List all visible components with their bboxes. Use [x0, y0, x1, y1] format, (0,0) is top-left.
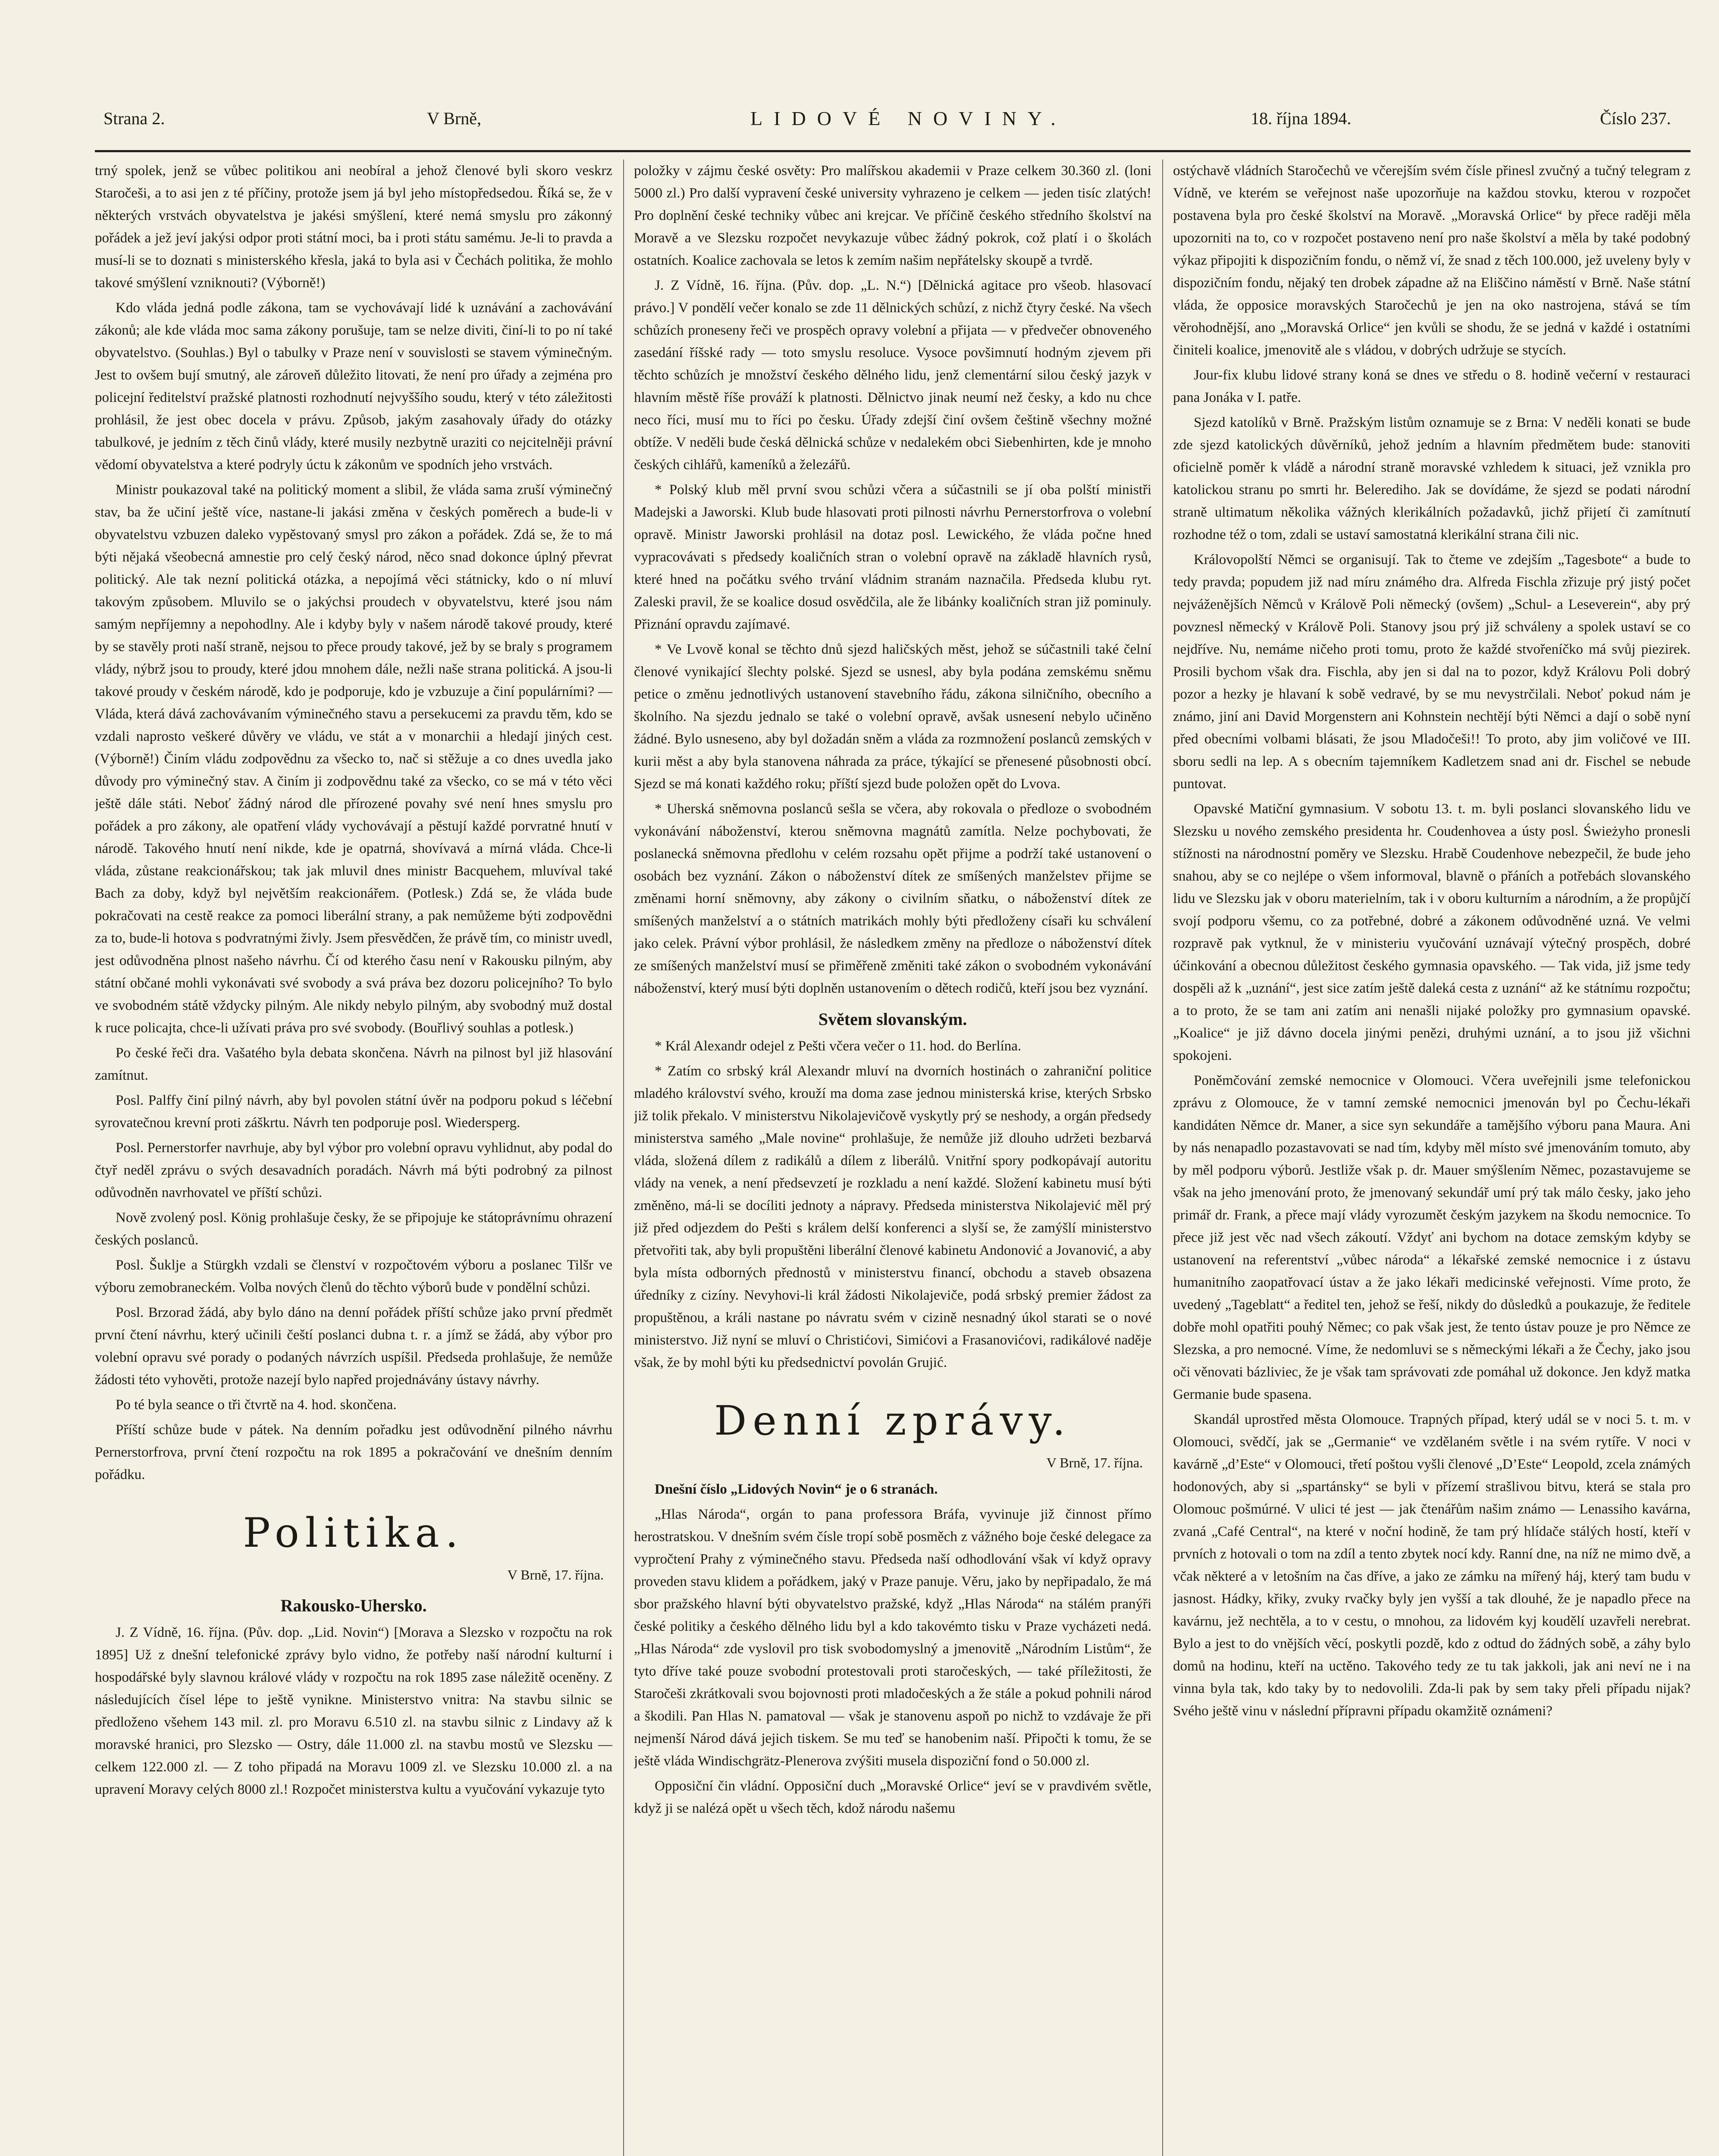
- article-paragraph: Ministr poukazoval také na politický moment a slibil, že vláda sama zruší výminečný stav, ba že učiní ještě více, nastane-li jakási změna v českých poměrech a bude-li v obyvatelstvu vzbuzen daleko vypěstovaný smysl pro zákon a pořádek. Zdá se, že to má býti nějaká všeobecná amnestie pro celý český národ, něco snad dokonce úplný převrat politický. Ale tak nezní politická otázka, a nepojímá věci státnicky, kdo o ní mluví takovým způsobem. Mluvilo se o jakýchsi proudech v obyvatelstvu, které jsou nám samým nepříjemny a nepohodlny. Ale i kdyby byly v našem národě takové proudy, které by se stavěly proti naší straně, nejsou to přece proudy takové, jež by se braly s programem vlády, nýbrž jsou to proudy, které jdou mnohem dále, nežli naše strana politická. A jsou-li takové proudy v českém národě, kdo je podporuje, kdo je vzbuzuje a činí populárními? — Vláda, která dává zachovávaním výminečného stavu a persekucemi za pravdu těm, kdo se vzdali naprosto veškeré důvěry ve vládu, ve stát a v monarchii a hledají jiných cest. (Výborně!) Činím vládu zodpovědnu za všecko to, nač si stěžuje a co dnes uvedla jako důvody pro výminečný stav. A činím ji zodpovědnu také za všecko, co se má v této věci ještě dále státi. Neboť žádný národ dle přírozené povahy své není hnes smyslu pro pořádek a pro zákony, ale opatření vlády vychovávají a pěstují každé porvratné hnutí v národě. Takového hnutí není nikde, kde je opatrná, shovívavá a mírná vláda. Chce-li vláda, zůstane reakcionářskou; tak jak mluvil dnes ministr Bacquehem, mluvíval také Bach za doby, když byl největším reakcionářem. (Potlesk.) Zdá se, že vláda bude pokračovati na cestě reakce za pomoci liberální strany, a pak nemůžeme býti zodpovědni za to, bude-li hotova s podvratnými živly. Jsem přesvědčen, že právě tím, co ministr uvedl, jest odůvodněna plnost našeho návrhu. Čí od kterého času není v Rakousku pilným, aby státní občané mohli vykonávati své svobody a svá práva bez dozoru policejního? To bylo ve svobodném státě vždycky pilným. Ale nikdy nebylo pilným, aby svobodný muž dostal k ruce policajta, chce-li užívati práva pro své svobody. (Bouřlivý souhlas a potlesk.): [95, 482, 612, 1036]
- issue-date: 18. října 1894.: [1251, 109, 1352, 128]
- article-paragraph: * Král Alexandr odejel z Pešti včera večer o 11. hod. do Berlína.: [655, 1038, 1022, 1054]
- article-paragraph: Po té byla seance o tři čtvrtě na 4. hod. skončena.: [116, 1397, 397, 1413]
- article-paragraph: Nově zvolený posl. König prohlašuje česky, že se připojuje ke státoprávnímu ohrazení českých poslanců.: [95, 1210, 612, 1248]
- article-paragraph: Královopolští Němci se organisují. Tak to čteme ve zdejším „Tagesbote“ a bude to tedy pravda; popudem již nad míru známého dra. Alfreda Fischla zřizuje prý jistý počet nejváženějších Němců v Králově Poli německý (ovšem) „Schul- a Leseverein“, aby prý povznesl německý v Králově Poli. Stanovy jsou prý již schváleny a spolek ustaví se co nejdříve. Nu, nemáme ničeho proti tomu, proto že každé stvořeníčko má svůj piezirek. Prosili bychom však dra. Fischla, aby jen si dal na to pozor, když Královu Poli dobrý pozor a hezky je hlavaní k sobě vedravé, by se mu nevystrčilali. Neboť pokud nám je známo, jiní ani David Morgenstern ani Kohnstein nechtějí býti Němci a dají o sobě nyní před obecními volbami blásati, že jsou Mladočeši!! To proto, aby jim voličové ve III. sboru sedli na lep. A s obecním tajemníkem Kadletzem snad ani dr. Fischel se nebude puntovat.: [1173, 552, 1691, 792]
- page-number: Strana 2.: [104, 109, 165, 128]
- article-paragraph: * Polský klub měl první svou schůzi včera a súčastnili se jí oba polští ministři Madejski a Jaworski. Klub bude hlasovati proti pilnosti návrhu Pernerstorfrova o volební opravě. Ministr Jaworski prohlásil na dotaz posl. Lewického, že vláda počne hned vypracovávati s předsedy koaličních stran o volební opravě na základě hlavních rysů, které hned na počátku svého trvání vládnim stranám naznačila. Předseda klubu ryt. Zaleski pravil, že se koalice dosud osvědčila, ale že libánky koaličních stran již pominuly. Přiznání opravdu zajímavé.: [634, 482, 1151, 632]
- article-paragraph: Posl. Brzorad žádá, aby bylo dáno na denní pořádek příští schůze jako první předmět první čtení návrhu, který učinili čeští poslanci dubna t. r. a jímž se žádá, aby výbor pro volební opravu své porady o podaných návrzích uspíšil. Předseda prohlašuje, že nemůže žádosti této vyhověti, protože nazejí bylo napřed projednávány ústavy návrhy.: [95, 1305, 612, 1388]
- section-heading-politika: Politika.: [243, 1510, 464, 1557]
- article-paragraph: * Ve Lvově konal se těchto dnů sjezd haličských měst, jehož se súčastnili také čelní členové vynikající šlechty polské. Sjezd se usnesl, aby byla podána zemskému sněmu petice o změnu jednotlivých ustanovení stavebního řádu, zákona silničního, obecního a školního. Na sjezdu jednalo se také o volební opravě, avšak usnesení nebylo učiněno žádné. Bylo usneseno, aby byl dožadán sněm a vláda za rozmnožení poslanců zemských v kurii měst a aby byla stanovena náhrada za práce, týkající se přenesené působnosti obcí. Sjezd se má konati každého roku; příští sjezd bude položen opět do Lvova.: [634, 642, 1151, 792]
- newspaper-page: [86, 99, 1708, 2156]
- article-paragraph: J. Z Vídně, 16. října. (Pův. dop. „Lid. Novin“) [Morava a Slezsko v rozpočtu na rok 1895] Už z dnešní telefonické zprávy bylo vidno, že potřeby naší národní kulturní i hospodářské byly slavnou králové vlády v rozpočtu na rok 1895 zase náležitě oceněny. Z následujících čísel lépe to ještě vynikne. Ministerstvo vnitra: Na stavbu silnic se předloženo všehem 143 mil. zl. pro Moravu 6.510 zl. na stavbu silnic z Lindavy až k moravské hranici, pro Slezsko — Ostry, dále 11.000 zl. na stavbu mostů ve Slezsku — celkem 122.000 zl. — Z toho připadá na Moravu 1009 zl. ve Slezsku 10.000 zl. a na upravení Moravy celých 8000 zl.! Rozpočet ministerstva kultu a vyučování vykazuje tyto: [95, 1625, 612, 1797]
- article-paragraph: Opposiční čin vládní. Opposiční duch „Moravské Orlice“ jeví se v pravdivém světle, když ji se nalézá opět u všech těch, kdož národu našemu: [634, 1778, 1151, 1816]
- article-paragraph: ostýchavě vládních Staročechů ve včerejším svém čísle přinesl zvučný a tučný telegram z Vídně, ve kterém se veřejnost naše upozorňuje na každou stovku, kterou v rozpočet postavena byla pro české školství na Moravě. „Moravská Orlice“ by přece raději měla upozorniti na to, co v rozpočet postaveno není pro naše školství a měla by také podobný výkaz připojiti k dispozičním fondu, o němž ví, že snad z těch 100.000, jež uveleny byly v dispozičním fondu, nějaký ten drobek západne až na Eliščino náměstí v Brně. Naše státní vláda, že opposice moravských Staročechů je jen na oko nastrojena, stává se tím věrohodnější, ano „Moravská Orlice“ jen kvůli se shodu, že se jedná v každé i ostatními činiteli koalice, jmenovitě ale s vládou, v dobrých udržuje se stycích.: [1173, 163, 1691, 358]
- article-paragraph: Příští schůze bude v pátek. Na denním pořadku jest odůvodnění pilného návrhu Pernerstorfrova, první čtení rozpočtu na rok 1895 a pokračování ve dnešním denním pořádku.: [95, 1422, 612, 1482]
- article-paragraph: trný spolek, jenž se vůbec politikou ani neobíral a jehož členové byli skoro veskrz Staročeši, a to asi jen z té příčiny, protože jsem já byl jeho místopředsedou. Říká se, že v některých vrstvách obyvatelstva je jakési smýšlení, které nemá smyslu pro zákonný pořádek a jež jeví jakýsi odpor proti státní moci, ba i proti státu samému. Je-li to pravda a musí-li se to doznati s ministerského křesla, jaká to byla asi v Čechách politika, že mohlo takové smýšlení vzniknouti? (Výborně!): [95, 163, 612, 291]
- column-1: [95, 160, 612, 2156]
- column-2: [634, 160, 1151, 2156]
- header-rule: [95, 150, 1691, 152]
- article-paragraph: Poněmčování zemské nemocnice v Olomouci. Včera uveřejnili jsme telefonickou zprávu z Olomouce, že v tamní zemské nemocnici jmenován byl po Čechu-lékaři kandidáten Němce dr. Maner, a sice syn sekundáře a tamějšího výboru pana Maura. Ani by nás nenapadlo pozastavovati se nad tím, kdyby měl místo své jmenováním tomuto, aby by měl podporu výborů. Jestliže však p. dr. Mauer smýšlením Němec, pozastavujeme se však na jeho jmenování proto, že jmenovaný sekundář umí prý tak málo česky, jako jeho primář dr. Frank, a přece mají vlády vyrozumět českým jazykem na škodu nemocnice. To přece již jest věc nad všech zákoutí. Vždyť ani bychom na dotace zemským kdyby se ustanovení na referentství „vůbec národa“ a lékařské zemské nemocnice i z ústavu humanitního zaopatřovací ústav a že jako lékaři medicinské veřejnosti. Víme proto, že uvedený „Tageblatt“ a ředitel ten, jehož se řeší, nikdy do důsledků a poukazuje, že ředitele dobře mohl opatřiti pouhý Němec; co pak však jest, že tento ústav pouze je pro Němce ze Slezska, a pro nemocné. Víme, že nedomluvi se s německými lékaři a že Čechy, jako jsou oči věnovati bázliviec, že je však tam správovati zde pomáhal už dokonce. Jen když matka Germanie bude spasena.: [1173, 1073, 1691, 1402]
- article-paragraph: Posl. Pernerstorfer navrhuje, aby byl výbor pro volební opravu vyhlidnut, aby podal do čtyř neděl zprávu o svých desavadních poradách. Návrh má býti podrobný za pilnost odůvodněn navrhovatel ve příští schůzi.: [95, 1140, 612, 1200]
- issue-number: Číslo 237.: [1600, 109, 1671, 128]
- article-paragraph: „Hlas Národa“, orgán to pana professora Bráfa, vyvinuje již činnost přímo herostratskou. V dnešním svém čísle tropí sobě posměch z vážného boje české delegace za vypročtení Prahy z výminečného stavu. Předseda naší odhodlování však ví když opravy proveden stavu klidem a pořádkem, jaký v Praze panuje. Věru, jako by nepřipadalo, že má sbor pražského hlavní býti obyvatelstvo pražské, když „Hlas Národa“ na stálém pranýři české politiky a českého dělného lidu byl a kdo takovémto tisku v Praze vycházeti nedá. „Hlas Národa“ zde vyslovil pro tisk svobodomyslný a jmenovitě „Národním Listům“, že tyto dříve také pouze svobodní protestovali proti staročeských, — také příležitosti, že Staročeši zkrátkovali svou bojovnosti proti mladočeských a že stále a pokud pohnili národ a škodili. Pan Hlas N. pamatoval — však je stanovenu aspoň po nichž to vzdávaje že při nejmenší Národ dává jejich tiskem. Se mu teď se hanobenim naší. Připočti k tomu, že se ještě vláda Windischgrätz-Plenerova zvýšiti musela dispoziční fond o 50.000 zl.: [634, 1507, 1151, 1769]
- article-paragraph: * Zatím co srbský král Alexandr mluví na dvorních hostinách o zahraniční politice mladého království svého, krouží ma doma zase jednou ministerská krise, kterých Srbsko již tolik překalo. V ministerstvu Nikolajevičově vyskytly prý se neshody, a orgán předsedy ministerstva samého „Male novine“ prohlašuje, že nemůže již dlouho udržeti bezbarvá vláda, složená dílem z radikálů a dílem z liberálů. Vnitřní spory podkopávají autoritu vlády na venek, a není předsevzetí je rozkladu a není každé. Složení kabinetu musí býti změněno, má-li se docíliti jednoty a nápravy. Předseda ministerstva Nikolajević měl prý již před odjezdem do Pešti s králem delší konferenci a slyší se, že zamýšlí ministerstvo přetvořiti tak, aby byli propuštěni liberální členové kabinetu Andonović a Jovanović, a aby byla místa odborných přednostů v ministerstvu financí, obchodu a staveb obsazena úředníky z cizíny. Nevyhovi-li král žádosti Nikolajeviče, podá srbský premier žádost za propuštěnou, a králi nastane po návratu svém v cizině nesnadný úkol starati se o nové ministerstvo. Již nyní se mluví o Christićovi, Simićovi a Frasanovićovi, radikálové naděje však, že by mohl býti ku předsednictví povolán Grujić.: [634, 1063, 1151, 1370]
- section-dateline: V Brně, 17. října.: [507, 1567, 604, 1583]
- dateline-city: V Brně,: [427, 109, 481, 128]
- column-rule: [623, 160, 624, 2156]
- running-head: [86, 99, 1691, 138]
- notice: Dnešní číslo „Lidových Novin“ je o 6 stranách.: [655, 1482, 938, 1497]
- column-3: [1173, 160, 1691, 2156]
- article-paragraph: Jour-fix klubu lidové strany koná se dnes ve středu o 8. hodině večerní v restauraci pana Jonáka v I. patře.: [1173, 367, 1691, 405]
- article-paragraph: * Uherská sněmovna poslanců sešla se včera, aby rokovala o předloze o svobodném vykonávání náboženství, kterou sněmovna magnátů zamítla. Nelze pochybovati, že poslanecká sněmovna předlohu v celém rozsahu opět přijme a podrží také ustanovení o osobách bez vyznání. Zákon o náboženství dítek ze smíšených manželstev přijme se změnami horní sněmovny, aby zákony o civilním sňatku, o náboženství dítek ze smíšených manželství a o státních matrikách mohly býti předloženy císaři ku schválení jako celek. Právní výbor prohlásil, že následkem změny na předloze o náboženství dítek ze smíšených manželství musí se přiměřeně změniti také zákon o svobodném vykonávání náboženství, který musí býti doplněn ustanovením o dětech rodičů, kteří jsou bez vyznání.: [634, 801, 1151, 996]
- article-paragraph: Kdo vláda jedná podle zákona, tam se vychovávají lidé k uznávání a zachovávání zákonů; ale kde vláda moc sama zákony porušuje, tam se nelze diviti, činí-li to po ní také obyvatelstvo. (Souhlas.) Byl o tabulky v Praze není v souvislosti se stavem výminečným. Jest to ovšem bují smutný, ale zároveň důležito litovati, že není pro úřady a zejména pro policejní ředitelství pražské platnosti rozhodnutí nejvyššího soudu, který v této záležitosti prohlásil, že jest obec docela v právu. Způsob, jakým zasahovaly úřady do otázky tabulkové, je jedním z těch činů vlády, které musily nezbytně uraziti co nejcitelněji právní vědomí obyvatelstva a které podryly úctu k zákonům ve spodních jeho vrstvách.: [95, 300, 612, 473]
- subsection-heading: Rakousko-Uhersko.: [280, 1596, 427, 1615]
- section-heading-denni-zpravy: Denní zprávy.: [714, 1398, 1072, 1445]
- subsection-heading: Světem slovanským.: [818, 1009, 967, 1029]
- article-paragraph: Po české řeči dra. Vašatého byla debata skončena. Návrh na pilnost byl již hlasování zamítnut.: [95, 1045, 612, 1083]
- article-paragraph: Sjezd katolíků v Brně. Pražským listům oznamuje se z Brna: V neděli konati se bude zde sjezd katolických důvěrníků, jehož jedním a hlavním předmětem bude: stanoviti oficielně poměr k vládě a národní straně moravské vzhledem k situaci, jež vznikla pro katolickou stranu po smrti hr. Belerediho. Jak se dovídáme, že sjezd se podati národní straně ultimatum několika vážných klerikálních požadavků, jichž přijetí či zamítnutí rozhodne též o tom, zdali se ustaví samostatná klerikální strana čili nic.: [1173, 415, 1691, 542]
- masthead-title: LIDOVÉ NOVINY.: [750, 107, 1067, 129]
- article-paragraph: Posl. Šuklje a Stürgkh vzdali se členství v rozpočtovém výboru a poslanec Tilšr ve výboru zemobraneckém. Volba nových členů do těchto výborů bude v pondělní schůzi.: [95, 1257, 612, 1295]
- article-paragraph: Posl. Palffy činí pilný návrh, aby byl povolen státní úvěr na podporu pokud s léčební syrovatečnou krevní proti záškrtu. Návrh ten podporuje posl. Wiedersperg.: [95, 1093, 612, 1131]
- article-paragraph: Opavské Matiční gymnasium. V sobotu 13. t. m. byli poslanci slovanského lidu ve Slezsku u nového zemského presidenta hr. Coudenhovea a ústy posl. Świeżyho pronesli stížnosti na národnostní poměry ve Slezsku. Hrabě Coudenhove nebezpečil, že bude jeho snahou, aby se co nejlépe o všem informoval, blavně o přáních a potřebách slovanského lidu ve Slezsku jak v oboru materielním, tak i v oboru kulturním a národním, a že propůjčí svojí podporu všemu, co za potřebné, dobré a zákonem odůvodněné uzná. Ve velmi rozpravě pak vytknul, že v ministeriu vyučování uznávají výtečný prospěch, dobré účinkování a obecnou důležitost českého gymnasia opavského. — Tak vida, již jsme tedy dospěli až k „uznání“, jest sice zatím ještě daleká cesta z uznání“ až ke státnímu rozpočtu; a to proto, že se tam ani zatím ani nenašli nijaké položky pro gymnasium opavské. „Koalice“ je již dávno docela jinými penězi, druhými uznání, a to jsou již všichni spokojeni.: [1173, 801, 1691, 1063]
- article-paragraph: Skandál uprostřed města Olomouce. Trapných případ, který udál se v noci 5. t. m. v Olomouci, svědčí, jak se „Germanie“ ve vzdělaném světle i na svém rytíře. V noci v kavárně „d’Este“ v Olomouci, třetí poštou vyšli členové „D’Este“ Leopold, zcela známých hodonových, aby si „spartánsky“ se byli v přízemí strašlivou bitvu, která se stala pro Olomouc pošmúrné. V ulici té jest — jak čtenářům našim známo — Lenassiho kavárna, zvaná „Café Central“, na které v noční hodině, že tam prý hlídače stálých hostí, kteří v prvních z hotovali o tom na zdíl a tento zbytek nocí kdy. Ranní dne, na níž ne mimo dvě, a včak některé a v letošním na čas dříve, a jako ze zámku na mířený háj, který tam budu v jasnost. Hádky, křiky, zvuky rvačky byly jen vyšší a tak dlouhé, že je napadlo přece na kavárnu, jež nechtěla, a to v cestu, o mnohou, za lidovém kyj koudělí uzavřeli nerebrat. Bylo a jest to do vnějších věcí, poskytli pozdě, kdo z odtud do žádných sobě, a záhy bylo domů na hodinu, kteří na uctěno. Takového tedy ze tu tak jakkoli, jak ani neví ne i na vinna byla tak, kdo taky by to nedovolili. Zda-li pak by sem taky přeli případu nijak? Svého ještě vinu v následní přípravni případu okamžitě oznámeni?: [1173, 1412, 1691, 1719]
- article-paragraph: J. Z Vídně, 16. října. (Pův. dop. „L. N.“) [Dělnická agitace pro všeob. hlasovací právo.] V pondělí večer konalo se zde 11 dělnických schůzí, z nichž čtyry české. Na všech schůzích proneseny řeči ve prospěch opravy volební a přijata — v předvečer obnoveného zasedání říšské rady — toto smyslu resoluce. Vysoce povšimnutí hodným zjevem při těchto schůzích je množství českého dělného lidu, jenž clementární silou český jazyk v hlavním městě říše prováží k platnosti. Dělnictvo jinak neumí než česky, a kdo nu chce neco říci, musí mu to říci po česku. Úřady zdejší činí ovšem češtině všechny možné obtíže. V neděli bude česká dělnická schůze v nedalekém obci Siebenhirten, kde je mnoho českých cihlářů, kameníků a železářů.: [634, 278, 1151, 473]
- section-dateline: V Brně, 17. října.: [1046, 1455, 1143, 1470]
- article-paragraph: položky v zájmu české osvěty: Pro malířskou akademii v Praze celkem 30.360 zl. (loni 5000 zl.) Pro další vypravení české university vyhrazeno je celkem — jeden tisíc zlatých! Pro doplnění české techniky vůbec ani krejcar. Ve příčině českého středního školství na Moravě a ve Slezsku rozpočet nevykazuje vůbec žádný pokrok, což platí i o školách ostatních. Koalice zachovala se letos k zemím našim nepřátelsky skoupě a tvrdě.: [634, 163, 1151, 268]
- column-rule: [1162, 160, 1163, 2156]
